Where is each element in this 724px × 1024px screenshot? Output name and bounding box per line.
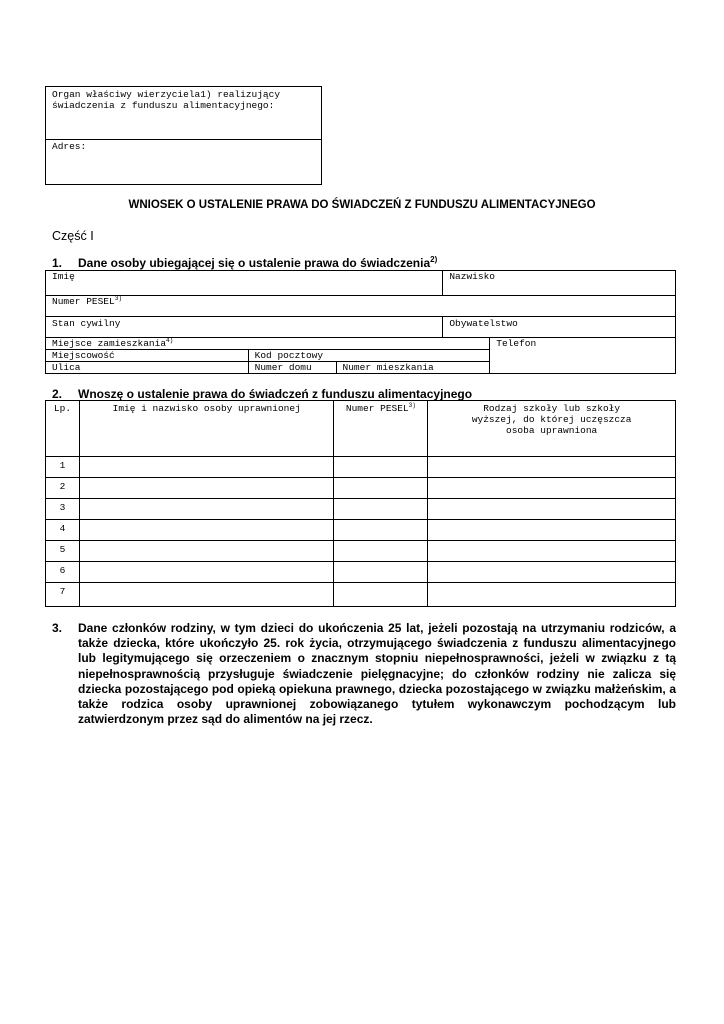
col-name-label: Imię i nazwisko osoby uprawnionej <box>112 403 301 414</box>
row-pesel-cell[interactable] <box>334 520 428 541</box>
row-number: 3 <box>46 499 80 520</box>
residence-header <box>46 338 490 350</box>
row-name-cell[interactable] <box>79 583 334 607</box>
first-name-field[interactable] <box>46 271 443 296</box>
row-number: 5 <box>46 541 80 562</box>
row-name-cell[interactable] <box>79 520 334 541</box>
phone-label: Telefon <box>496 338 537 349</box>
authority-label: Organ właściwy wierzyciela1) realizujący świadczenia z funduszu alimentacyjnego: <box>52 89 281 111</box>
col-lp-header <box>46 401 80 457</box>
section1-heading <box>52 256 437 270</box>
marital-status-label: Stan cywilny <box>52 318 121 329</box>
phone-field[interactable] <box>490 338 676 374</box>
pesel-label: Numer PESEL <box>52 296 115 307</box>
row-school-cell[interactable] <box>428 541 676 562</box>
section3 <box>52 621 676 727</box>
row-number: 4 <box>46 520 80 541</box>
row-number: 1 <box>46 457 80 478</box>
part-label: Część I <box>52 229 94 243</box>
postal-code-label: Kod pocztowy <box>254 350 324 361</box>
street-field[interactable] <box>46 362 249 374</box>
section1-number: 1. <box>52 256 63 270</box>
marital-status-field[interactable] <box>46 317 443 338</box>
col-pesel-header <box>334 401 428 457</box>
row-school-cell[interactable] <box>428 520 676 541</box>
row-number: 6 <box>46 562 80 583</box>
row-pesel-cell[interactable] <box>334 499 428 520</box>
entitled-persons-table <box>45 400 676 607</box>
residence-footnote: 4) <box>166 336 174 344</box>
city-label: Miejscowość <box>52 350 115 361</box>
row-name-cell[interactable] <box>79 478 334 499</box>
table-row <box>46 520 676 541</box>
city-field[interactable] <box>46 350 249 362</box>
pesel-footnote: 3) <box>114 294 122 302</box>
row-name-cell[interactable] <box>79 541 334 562</box>
row-pesel-cell[interactable] <box>334 541 428 562</box>
table-row <box>46 478 676 499</box>
street-label: Ulica <box>52 362 81 373</box>
section2-number: 2. <box>52 387 63 401</box>
house-number-field[interactable] <box>248 362 336 374</box>
col-school-header <box>428 401 676 457</box>
apartment-number-field[interactable] <box>336 362 490 374</box>
section2-heading <box>52 387 472 401</box>
house-number-label: Numer domu <box>254 362 312 373</box>
col-pesel-label: Numer PESEL <box>345 403 409 414</box>
row-name-cell[interactable] <box>79 562 334 583</box>
pesel-field[interactable] <box>46 296 676 317</box>
col-name-header <box>79 401 334 457</box>
last-name-label: Nazwisko <box>449 271 495 282</box>
section1-footnote: 2) <box>430 255 438 264</box>
form-title: WNIOSEK O USTALENIE PRAWA DO ŚWIADCZEŃ Z FUNDUSZU ALIMENTACYJNEGO <box>128 199 596 211</box>
section2-title: Wnoszę o ustalenie prawa do świadczeń z funduszu alimentacyjnego <box>78 387 473 401</box>
row-pesel-cell[interactable] <box>334 583 428 607</box>
residence-label: Miejsce zamieszkania <box>52 338 167 349</box>
col-school-label: Rodzaj szkoły lub szkoły wyższej, do której uczęszcza osoba uprawniona <box>471 403 632 436</box>
table-row <box>46 541 676 562</box>
row-number: 2 <box>46 478 80 499</box>
table-row <box>46 499 676 520</box>
row-school-cell[interactable] <box>428 478 676 499</box>
apartment-number-label: Numer mieszkania <box>342 362 434 373</box>
citizenship-field[interactable] <box>443 317 676 338</box>
row-school-cell[interactable] <box>428 562 676 583</box>
postal-code-field[interactable] <box>248 350 490 362</box>
table-row <box>46 583 676 607</box>
section3-text: Dane członków rodziny, w tym dzieci do ukończenia 25 lat, jeżeli pozostają na utrzymaniu rodziców, a także dziecka, które ukończyło 25. rok życia, otrzymującego świadczenia z funduszu alimentacyjnego lub legitymującego się orzeczeniem o znacznym stopniu niepełnosprawności, jeżeli w związku z tą niepełnosprawnością przysługuje świadczenie pielęgnacyjne; do członków rodziny nie zalicza się dziecka pozostającego pod opieką opiekuna prawnego, dziecka pozostającego w związku małżeńskim, a także rodzica osoby uprawnionej zobowiązanego tytułem wykonawczym pochodzącym lub zatwierdzonym przez sąd do alimentów na jej rzecz. <box>78 621 676 727</box>
row-name-cell[interactable] <box>79 499 334 520</box>
section3-number: 3. <box>52 621 63 635</box>
row-school-cell[interactable] <box>428 457 676 478</box>
citizenship-label: Obywatelstwo <box>449 318 518 329</box>
table-row <box>46 457 676 478</box>
row-pesel-cell[interactable] <box>334 457 428 478</box>
row-pesel-cell[interactable] <box>334 562 428 583</box>
col-pesel-footnote: 3) <box>408 401 416 409</box>
section1-title: Dane osoby ubiegającej się o ustalenie prawa do świadczenia <box>78 256 431 270</box>
address-field[interactable] <box>46 140 322 185</box>
table-row <box>46 562 676 583</box>
last-name-field[interactable] <box>443 271 676 296</box>
address-label: Adres: <box>52 141 87 152</box>
applicant-data-table <box>45 270 676 374</box>
col-lp-label: Lp. <box>53 403 72 414</box>
authority-field[interactable] <box>46 87 322 140</box>
creditor-authority-box <box>45 86 322 185</box>
row-school-cell[interactable] <box>428 499 676 520</box>
row-pesel-cell[interactable] <box>334 478 428 499</box>
first-name-label: Imię <box>52 271 75 282</box>
row-number: 7 <box>46 583 80 607</box>
row-school-cell[interactable] <box>428 583 676 607</box>
row-name-cell[interactable] <box>79 457 334 478</box>
